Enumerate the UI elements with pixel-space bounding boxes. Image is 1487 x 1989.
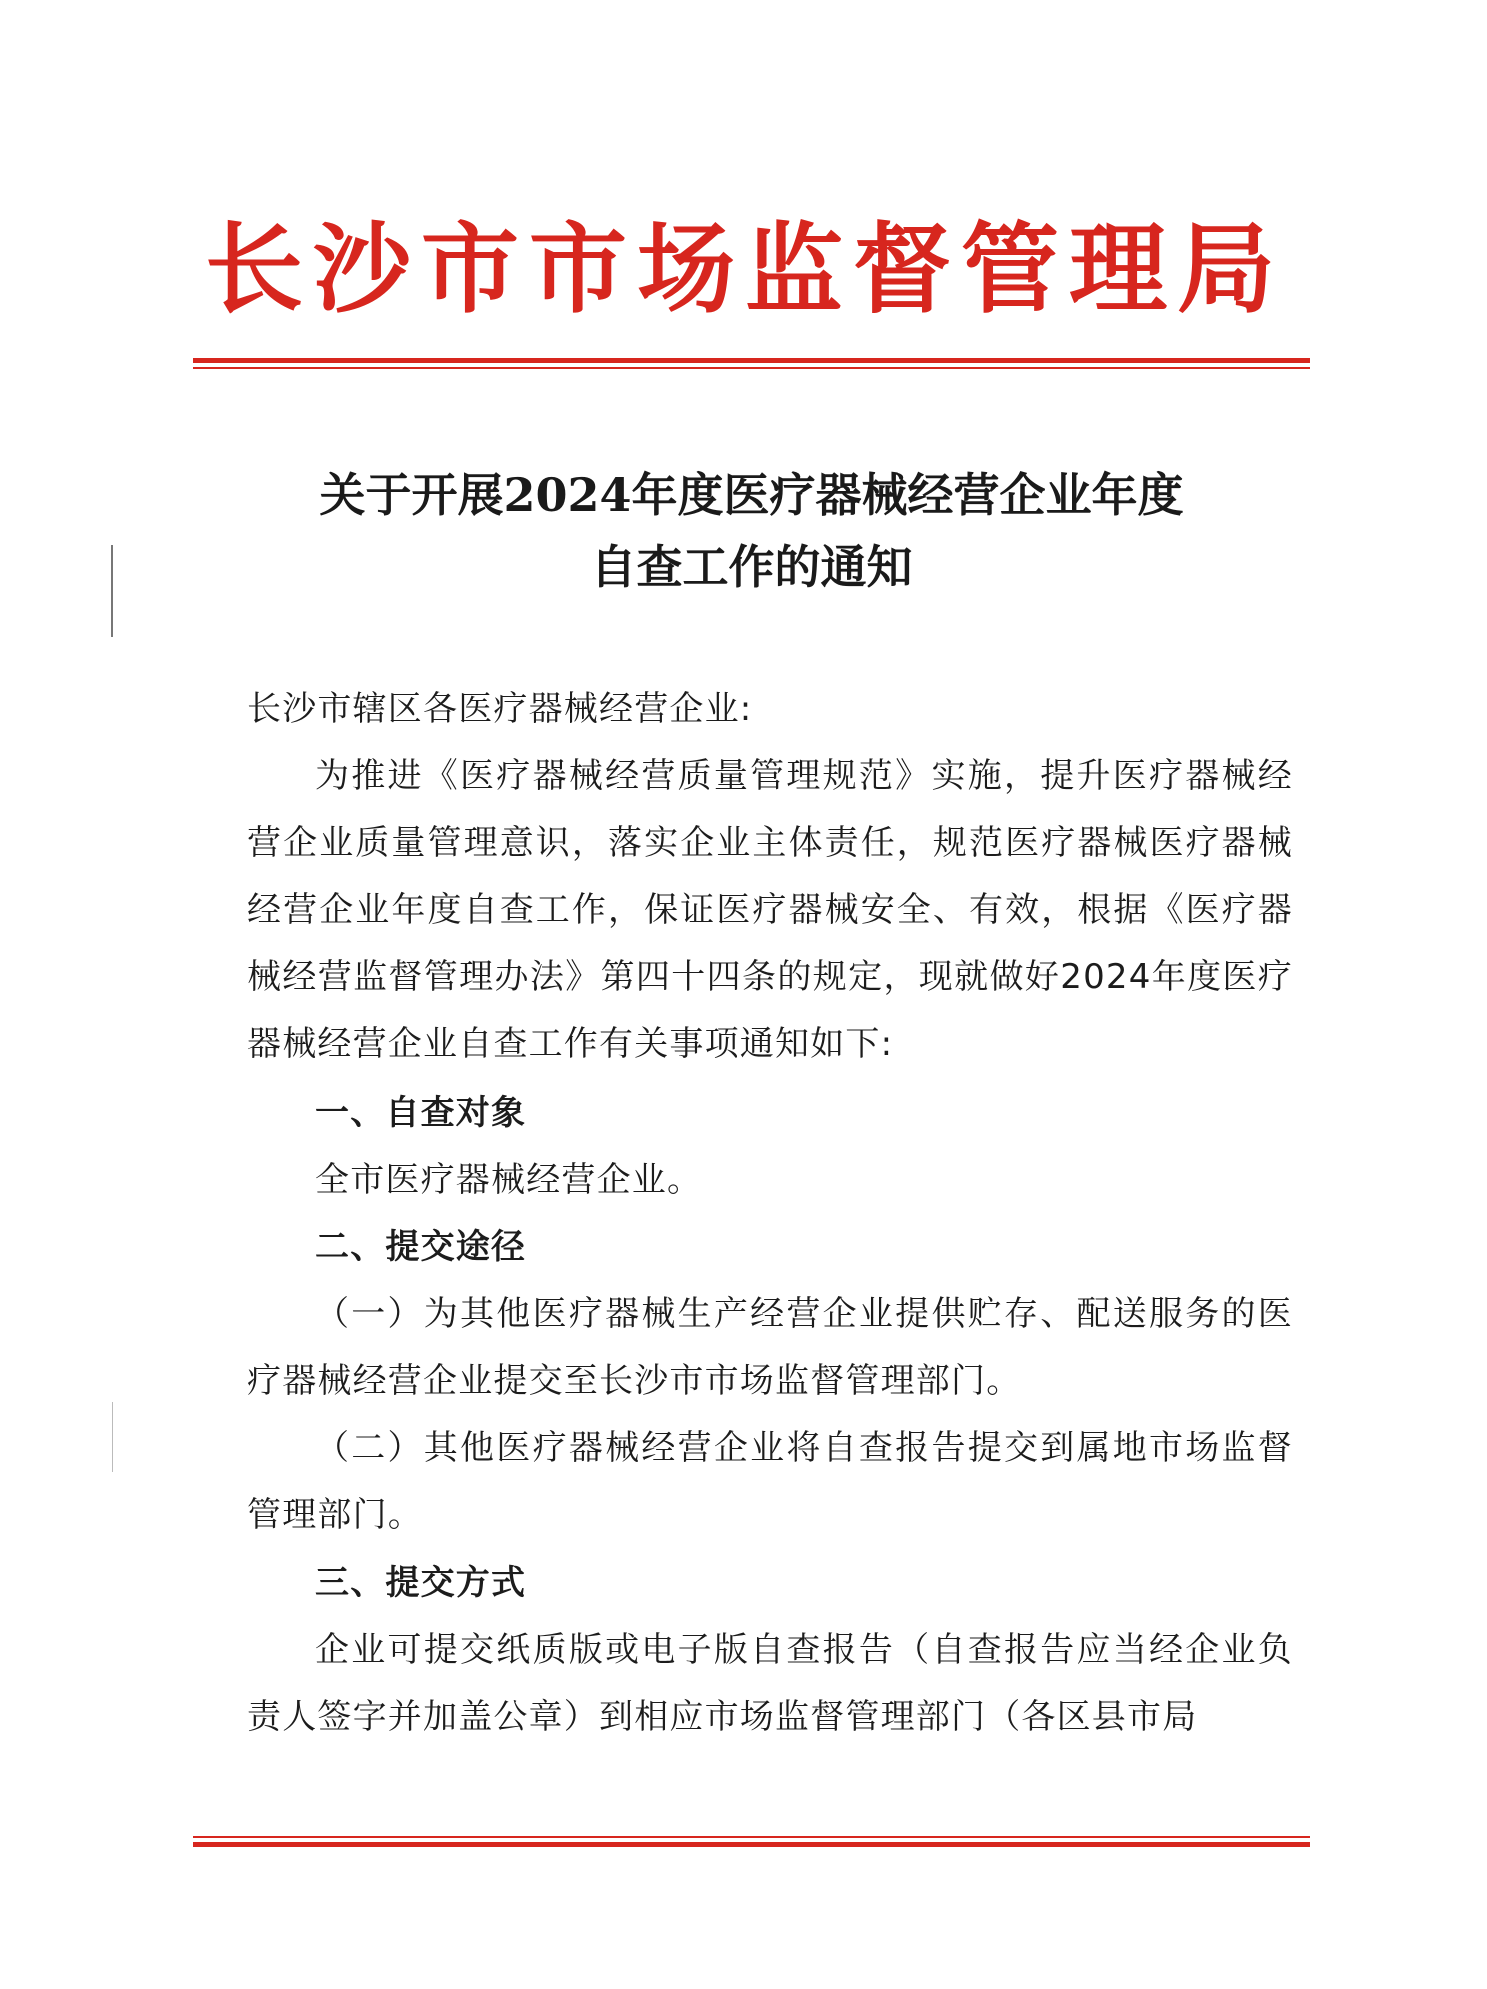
section-2-paragraph-2: （二）其他医疗器械经营企业将自查报告提交到属地市场监督管理部门。 [247,1428,1293,1535]
section-1-paragraph-1: 全市医疗器械经营企业。 [315,1160,703,1200]
section-heading-2: 二、提交途径 [315,1227,527,1267]
footer-divider-thick-line [193,1842,1310,1847]
document-title-line-1: 关于开展2024年度医疗器械经营企业年度 [319,468,1184,522]
binding-margin-mark-lower [112,1402,113,1472]
section-heading-3: 三、提交方式 [315,1563,527,1603]
document-title-line-2: 自查工作的通知 [590,540,913,594]
section-2-paragraph-1: （一）为其他医疗器械生产经营企业提供贮存、配送服务的医疗器械经营企业提交至长沙市市场监督管理部门。 [247,1294,1293,1401]
header-divider [193,358,1310,369]
salutation: 长沙市辖区各医疗器械经营企业: [247,689,753,729]
section-3-paragraph-1: 企业可提交纸质版或电子版自查报告（自查报告应当经企业负责人签字并加盖公章）到相应市场监督管理部门（各区县市局 [247,1630,1293,1737]
header-divider-thin-line [193,367,1310,369]
agency-header: 长沙市市场监督管理局 [204,212,1285,327]
footer-divider [193,1836,1310,1847]
section-heading-1: 一、自查对象 [315,1093,527,1133]
intro-paragraph: 为推进《医疗器械经营质量管理规范》实施，提升医疗器械经营企业质量管理意识，落实企业主体责任，规范医疗器械医疗器械经营企业年度自查工作，保证医疗器械安全、有效，根据《医疗器械经营监督管理办法》第四十四条的规定，现就做好2024年度医疗器械经营企业自查工作有关事项通知如下: [247,756,1293,1064]
binding-margin-mark [111,545,113,637]
